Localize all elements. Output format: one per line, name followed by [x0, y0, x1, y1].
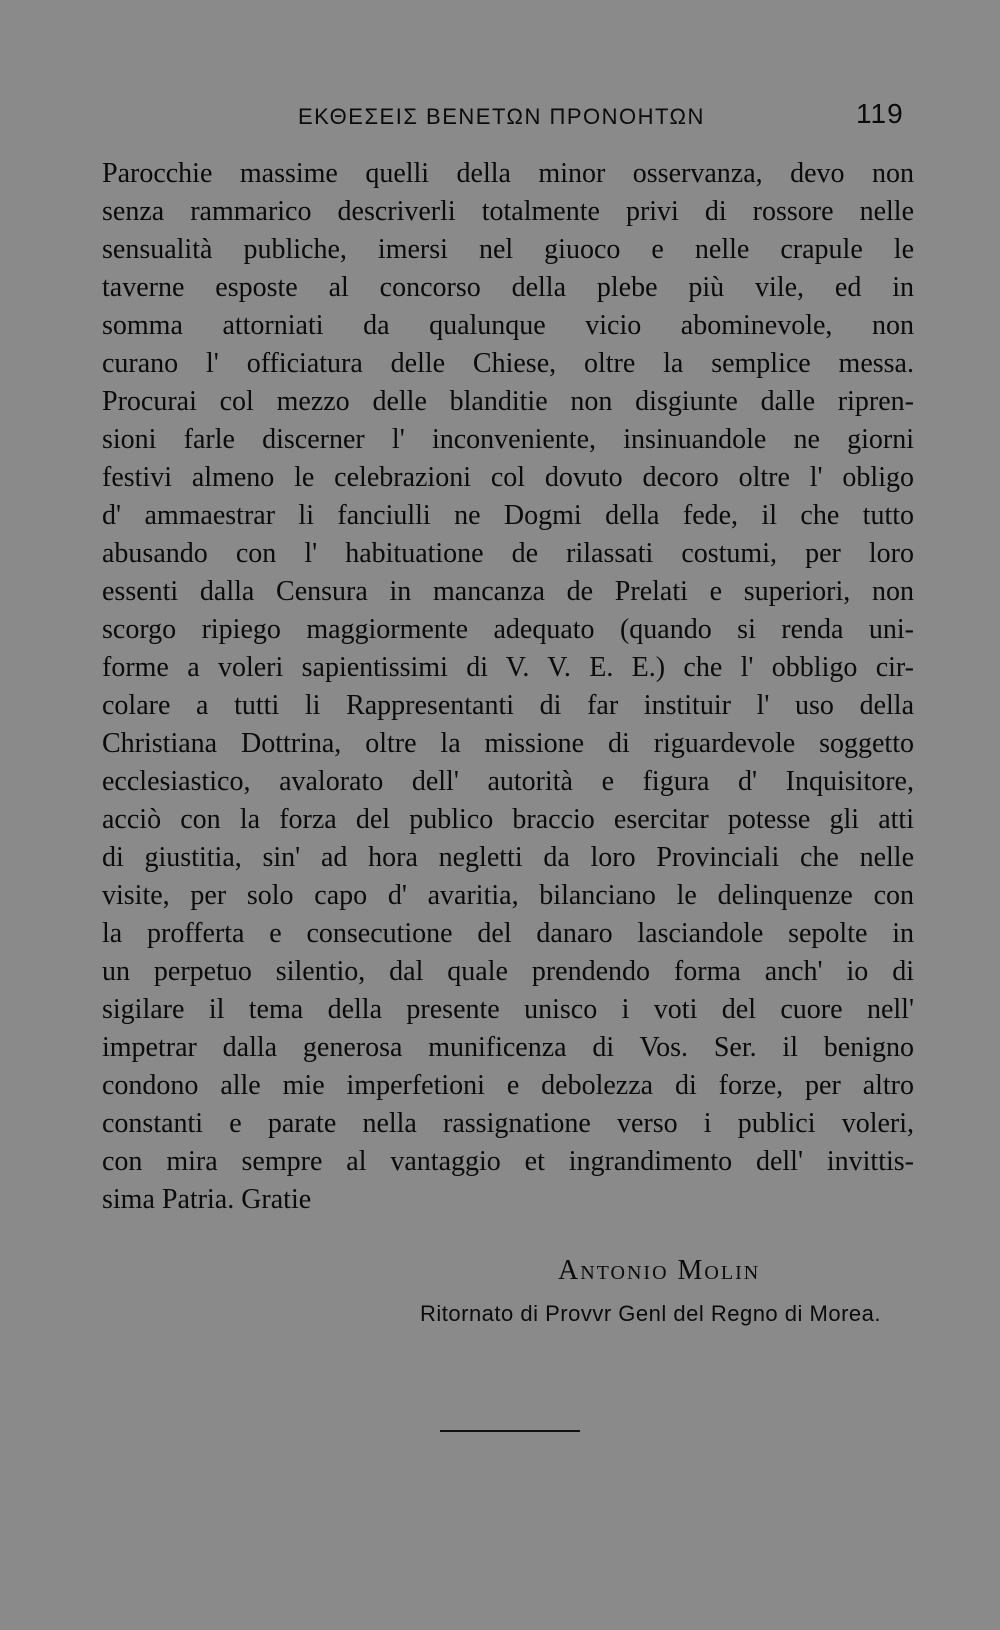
text-line: festivi almeno le celebrazioni col dovuto decoro oltre l' obligo	[102, 462, 914, 493]
text-line: con mira sempre al vantaggio et ingrandimento dell' invittis-	[102, 1146, 914, 1177]
text-line: sensualità publiche, imersi nel giuoco e nelle crapule le	[102, 234, 914, 265]
body-text	[102, 155, 914, 1219]
text-line: impetrar dalla generosa munificenza di Vos. Ser. il benigno	[102, 1032, 914, 1063]
text-line: Christiana Dottrina, oltre la missione di riguardevole soggetto	[102, 728, 914, 759]
text-line: Parocchie massime quelli della minor osservanza, devo non	[102, 158, 914, 189]
text-line: condono alle mie imperfetioni e debolezza di forze, per altro	[102, 1070, 914, 1101]
signature-name: Antonio Molin	[558, 1255, 761, 1286]
text-line: constanti e parate nella rassignatione verso i publici voleri,	[102, 1108, 914, 1139]
text-line: un perpetuo silentio, dal quale prendendo forma anch' io di	[102, 956, 914, 987]
text-line: forme a voleri sapientissimi di V. V. E. E.) che l' obbligo cir-	[102, 652, 914, 683]
signature-title: Ritornato di Provvr Genl del Regno di Morea.	[420, 1301, 881, 1326]
running-title: ΕΚΘΕΣΕΙΣ ΒΕΝΕΤΩΝ ΠΡΟΝΟΗΤΩΝ	[298, 104, 705, 129]
text-line: colare a tutti li Rappresentanti di far instituir l' uso della	[102, 690, 914, 721]
text-line: la profferta e consecutione del danaro lasciandole sepolte in	[102, 918, 914, 949]
text-line-last: sima Patria. Gratie	[102, 1184, 312, 1215]
text-line: somma attorniati da qualunque vicio abominevole, non	[102, 310, 914, 341]
text-line: sigilare il tema della presente unisco i voti del cuore nell'	[102, 994, 914, 1025]
text-line: Procurai col mezzo delle blanditie non disgiunte dalle ripren-	[102, 386, 914, 417]
page-number: 119	[856, 98, 904, 129]
text-line: scorgo ripiego maggiormente adequato (quando si renda uni-	[102, 614, 914, 645]
text-line: ecclesiastico, avalorato dell' autorità e figura d' Inquisitore,	[102, 766, 914, 797]
text-line: curano l' officiatura delle Chiese, oltre la semplice messa.	[102, 348, 914, 379]
text-line: visite, per solo capo d' avaritia, bilanciano le delinquenze con	[102, 880, 914, 911]
text-line: di giustitia, sin' ad hora negletti da loro Provinciali che nelle	[102, 842, 914, 873]
text-line: essenti dalla Censura in mancanza de Prelati e superiori, non	[102, 576, 914, 607]
text-line: taverne esposte al concorso della plebe più vile, ed in	[102, 272, 914, 303]
section-divider	[440, 1430, 580, 1432]
text-line: senza rammarico descriverli totalmente privi di rossore nelle	[102, 196, 914, 227]
text-line: acciò con la forza del publico braccio esercitar potesse gli atti	[102, 804, 914, 835]
text-line: sioni farle discerner l' inconveniente, insinuandole ne giorni	[102, 424, 914, 455]
page-header	[0, 98, 1000, 138]
text-line: abusando con l' habituatione de rilassati costumi, per loro	[102, 538, 914, 569]
text-line: d' ammaestrar li fanciulli ne Dogmi della fede, il che tutto	[102, 500, 914, 531]
